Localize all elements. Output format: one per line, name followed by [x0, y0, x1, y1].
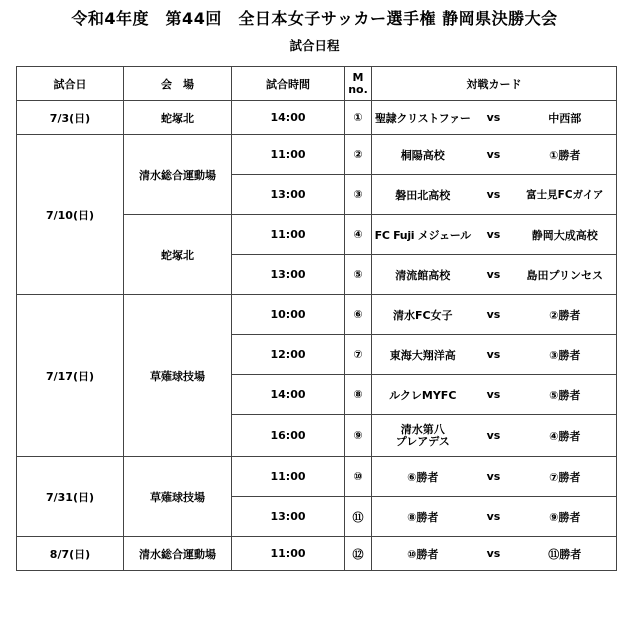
team-2: ②勝者	[514, 295, 617, 335]
team-2: 静岡大成高校	[514, 215, 617, 255]
match-venue: 清水総合運動場	[124, 135, 232, 215]
vs-label: vs	[474, 135, 514, 175]
match-time: 11:00	[232, 215, 345, 255]
team-1: FC Fuji メジェール	[372, 215, 474, 255]
team-1	[372, 415, 474, 457]
header-time: 試合時間	[232, 67, 345, 101]
match-time: 11:00	[232, 537, 345, 571]
match-venue: 蛇塚北	[124, 101, 232, 135]
match-number: ⑧	[345, 375, 372, 415]
table-row	[17, 457, 617, 497]
team-2: ⑨勝者	[514, 497, 617, 537]
page-title: 令和4年度 第44回 全日本女子サッカー選手権 静岡県決勝大会	[71, 9, 558, 28]
team-1: ⑩勝者	[372, 537, 474, 571]
match-number: ⑦	[345, 335, 372, 375]
team-1: ⑧勝者	[372, 497, 474, 537]
header-venue: 会 場	[124, 67, 232, 101]
match-date: 8/7(日)	[17, 537, 124, 571]
team-1: ルクレMYFC	[372, 375, 474, 415]
header-mno-top: M	[352, 70, 364, 84]
header-mno	[345, 67, 372, 101]
match-date: 7/3(日)	[17, 101, 124, 135]
match-number: ①	[345, 101, 372, 135]
vs-label: vs	[474, 175, 514, 215]
team-2: 中西部	[514, 101, 617, 135]
match-time: 13:00	[232, 497, 345, 537]
vs-label: vs	[474, 335, 514, 375]
team-2: ⑪勝者	[514, 537, 617, 571]
match-number: ⑥	[345, 295, 372, 335]
match-time: 10:00	[232, 295, 345, 335]
table-row	[17, 295, 617, 335]
header-mno-bottom: no.	[348, 82, 368, 96]
match-time: 13:00	[232, 175, 345, 215]
match-number: ⑤	[345, 255, 372, 295]
page-subtitle: 試合日程	[289, 38, 340, 53]
team-1: 桐陽高校	[372, 135, 474, 175]
team-1: 清流館高校	[372, 255, 474, 295]
team-1: 磐田北高校	[372, 175, 474, 215]
vs-label: vs	[474, 457, 514, 497]
match-number: ⑩	[345, 457, 372, 497]
team-2: ③勝者	[514, 335, 617, 375]
team-1: 東海大翔洋高	[372, 335, 474, 375]
table-row	[17, 537, 617, 571]
match-time: 11:00	[232, 135, 345, 175]
header-row	[17, 67, 617, 101]
table-row	[17, 101, 617, 135]
header-matchup: 対戦カード	[372, 67, 617, 101]
vs-label: vs	[474, 415, 514, 457]
header-date: 試合日	[17, 67, 124, 101]
vs-label: vs	[474, 101, 514, 135]
match-number: ⑪	[345, 497, 372, 537]
match-date: 7/10(日)	[17, 135, 124, 295]
match-time: 12:00	[232, 335, 345, 375]
match-venue: 清水総合運動場	[124, 537, 232, 571]
match-time: 16:00	[232, 415, 345, 457]
schedule-table	[16, 66, 617, 571]
vs-label: vs	[474, 215, 514, 255]
match-time: 14:00	[232, 101, 345, 135]
vs-label: vs	[474, 537, 514, 571]
vs-label: vs	[474, 255, 514, 295]
match-date: 7/31(日)	[17, 457, 124, 537]
match-time: 13:00	[232, 255, 345, 295]
match-number: ⑨	[345, 415, 372, 457]
team-1: 聖隷クリストファー	[372, 101, 474, 135]
vs-label: vs	[474, 375, 514, 415]
team-2: 富士見FCガイア	[514, 175, 617, 215]
vs-label: vs	[474, 497, 514, 537]
match-number: ②	[345, 135, 372, 175]
match-venue: 蛇塚北	[124, 215, 232, 295]
team-1-line-1: 清水第八	[400, 422, 445, 436]
team-1-line-2: プレアデス	[395, 434, 450, 448]
team-2: 島田プリンセス	[514, 255, 617, 295]
match-date: 7/17(日)	[17, 295, 124, 457]
match-venue: 草薙球技場	[124, 457, 232, 537]
match-number: ③	[345, 175, 372, 215]
match-time: 11:00	[232, 457, 345, 497]
match-venue: 草薙球技場	[124, 295, 232, 457]
match-number: ⑫	[345, 537, 372, 571]
match-time: 14:00	[232, 375, 345, 415]
team-2: ⑦勝者	[514, 457, 617, 497]
vs-label: vs	[474, 295, 514, 335]
team-2: ④勝者	[514, 415, 617, 457]
team-1: ⑥勝者	[372, 457, 474, 497]
team-2: ①勝者	[514, 135, 617, 175]
team-2: ⑤勝者	[514, 375, 617, 415]
match-number: ④	[345, 215, 372, 255]
team-1: 清水FC女子	[372, 295, 474, 335]
table-row	[17, 135, 617, 175]
